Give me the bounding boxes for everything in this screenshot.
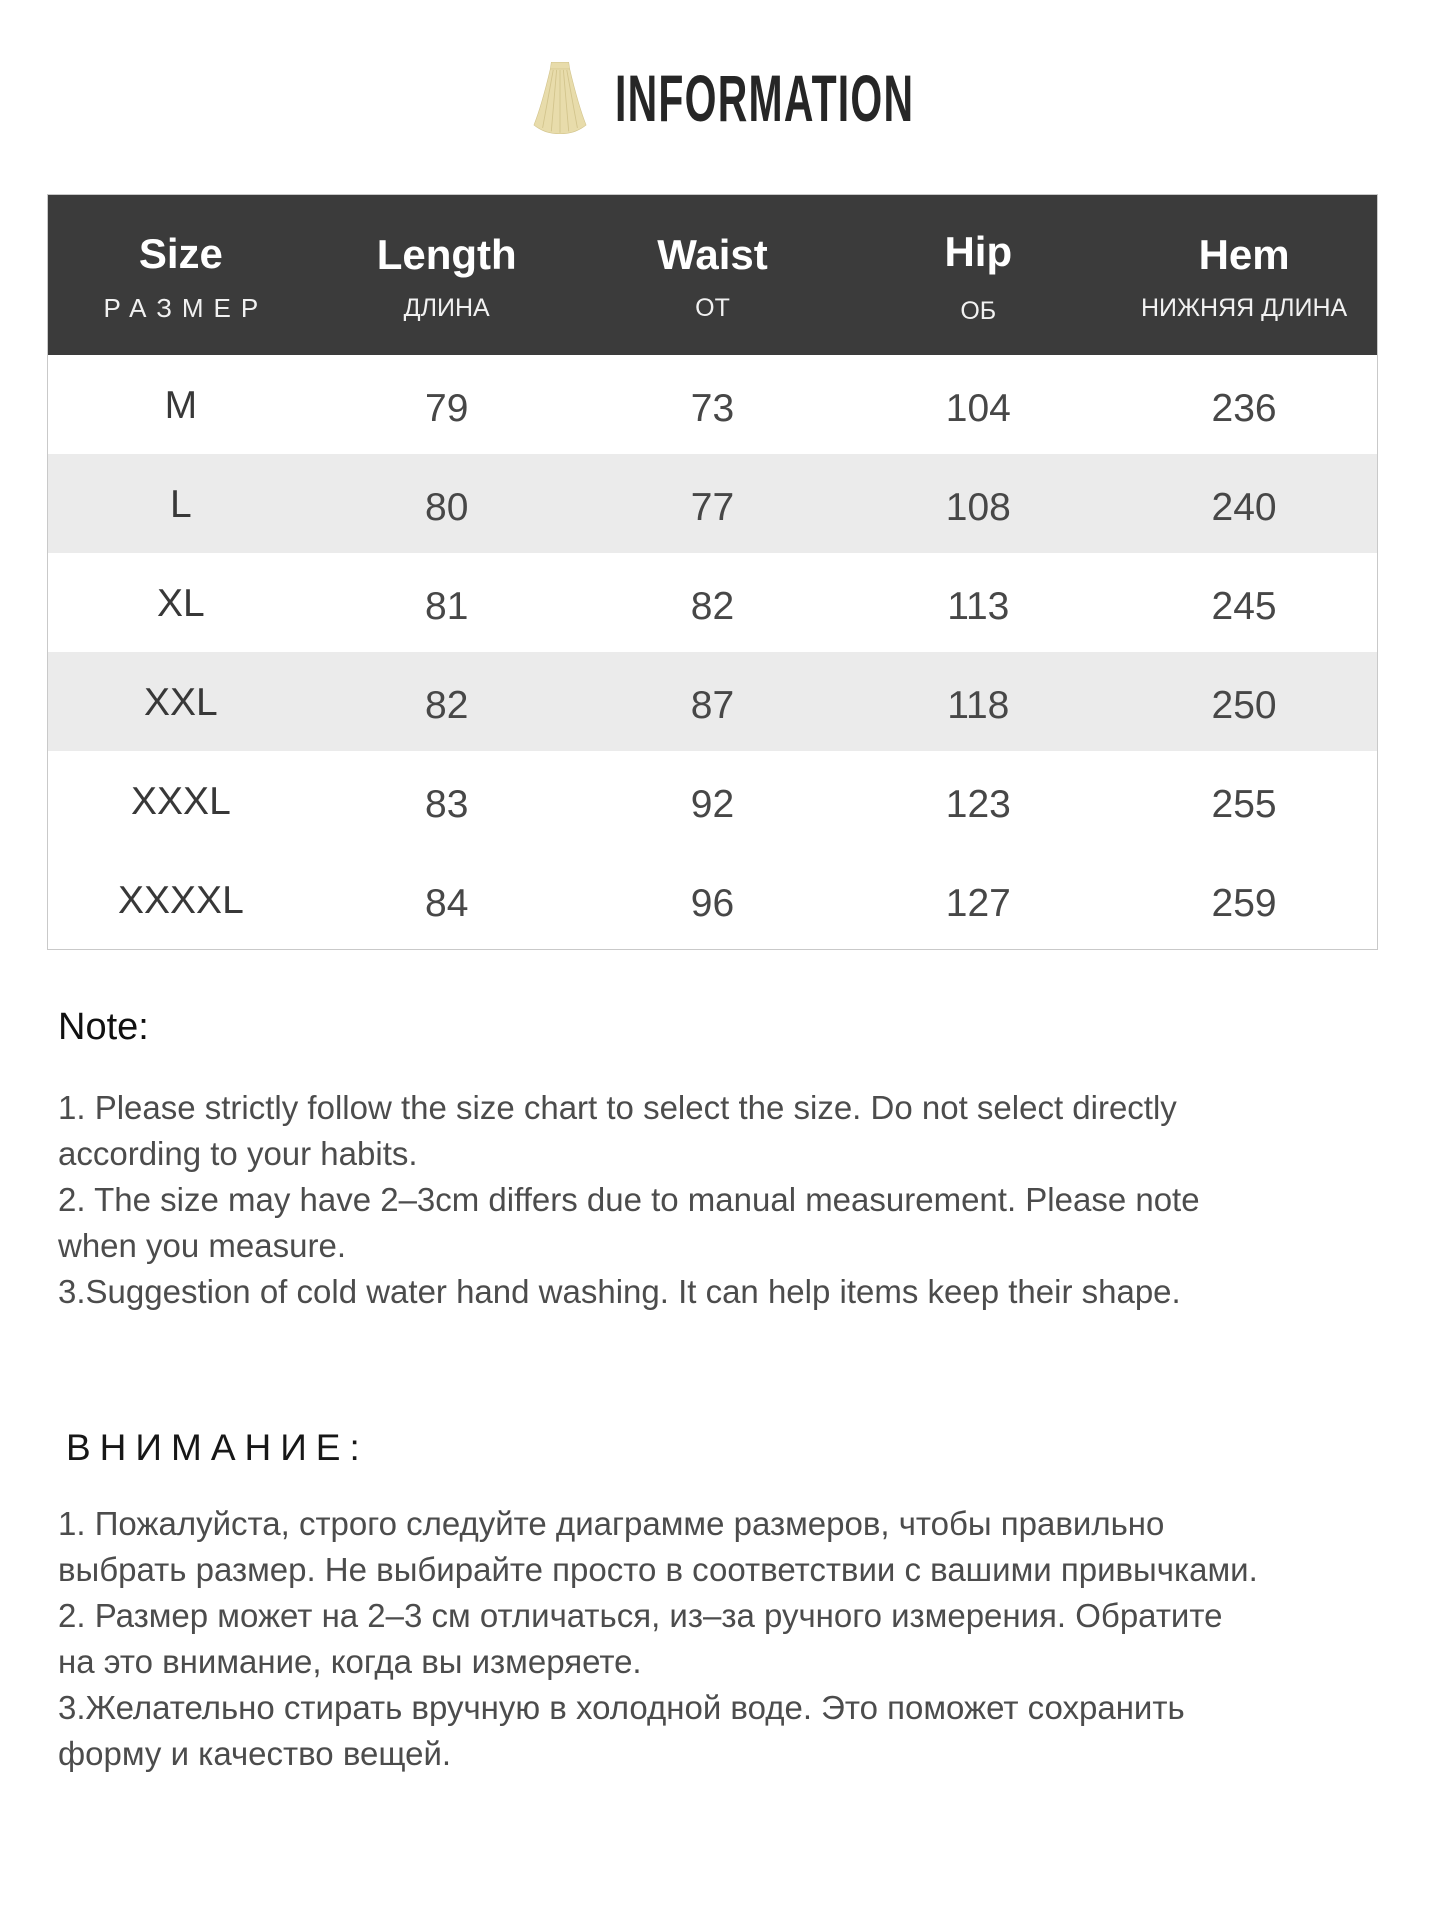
- table-row-xxl: [48, 652, 1377, 751]
- column-label-en: Waist: [657, 230, 768, 278]
- column-header-waist: [580, 195, 846, 355]
- waist-value: 73: [690, 386, 735, 430]
- note-item: 3.Suggestion of cold water hand washing. It can help items keep their shape.: [58, 1273, 1181, 1310]
- waist-value: 87: [690, 683, 735, 727]
- waist-value: 77: [690, 485, 735, 529]
- column-label-ru: РАЗМЕР: [103, 293, 269, 323]
- column-label-en: Hem: [1198, 230, 1290, 278]
- size-value: XXXXL: [118, 878, 244, 922]
- column-header-length: [314, 195, 580, 355]
- notes-en-items: [58, 1085, 1395, 1315]
- waist-value: 92: [690, 782, 735, 826]
- length-value: 83: [425, 782, 469, 826]
- size-value: XXXL: [131, 779, 231, 823]
- hip-value: 127: [945, 881, 1011, 925]
- page-title: INFORMATION: [615, 61, 915, 135]
- hem-value: 245: [1211, 584, 1277, 628]
- hip-value: 108: [945, 485, 1011, 529]
- column-header-hem: [1111, 195, 1377, 355]
- table-row-xxxxl: [48, 850, 1377, 949]
- note-item: 1. Пожалуйста, строго следуйте диаграмме размеров, чтобы правильно выбрать размер. Не выбирайте просто в соответствии с вашими привычками.: [58, 1505, 1258, 1588]
- column-label-ru: ОБ: [960, 296, 997, 325]
- notes-russian: [0, 1427, 1445, 1777]
- hem-value: 250: [1211, 683, 1277, 727]
- hip-value: 123: [945, 782, 1011, 826]
- column-label-ru: НИЖНЯЯ ДЛИНА: [1140, 293, 1348, 322]
- hem-value: 236: [1211, 386, 1277, 430]
- size-value: L: [170, 482, 192, 526]
- skirt-icon: [531, 59, 589, 137]
- length-value: 84: [425, 881, 469, 925]
- column-label-ru: ДЛИНА: [403, 293, 490, 322]
- notes-english: [0, 1006, 1445, 1315]
- hip-value: 113: [947, 584, 1010, 628]
- note-item: 2. Размер может на 2–3 см отличаться, из–за ручного измерения. Обратите на это внимание, когда вы измеряете.: [58, 1597, 1223, 1680]
- size-value: XL: [157, 581, 205, 625]
- hip-value: 118: [947, 683, 1010, 727]
- size-value: M: [164, 383, 198, 427]
- column-label-en: Length: [376, 230, 517, 278]
- length-value: 81: [425, 584, 469, 628]
- table-row-xxxl: [48, 751, 1377, 850]
- note-item: 3.Желательно стирать вручную в холодной воде. Это поможет сохранить форму и качество вещей.: [58, 1689, 1185, 1772]
- column-label-ru: ОТ: [695, 293, 730, 322]
- notes-ru-heading: ВНИМАНИЕ:: [66, 1427, 369, 1468]
- note-item: 1. Please strictly follow the size chart to select the size. Do not select directly according to your habits.: [58, 1089, 1177, 1172]
- table-header-row: [48, 195, 1377, 355]
- column-label-en: Size: [138, 230, 223, 277]
- hem-value: 259: [1211, 881, 1277, 925]
- column-header-size: [48, 195, 314, 355]
- column-label-en: Hip: [944, 227, 1013, 275]
- table-row-m: [48, 355, 1377, 454]
- table-row-xl: [48, 553, 1377, 652]
- hem-value: 255: [1211, 782, 1277, 826]
- notes-ru-items: [58, 1501, 1395, 1777]
- table-row-l: [48, 454, 1377, 553]
- length-value: 80: [425, 485, 469, 529]
- waist-value: 96: [690, 881, 735, 925]
- size-chart-table: [47, 194, 1378, 950]
- size-value: XXL: [144, 680, 218, 724]
- column-header-hip: [845, 195, 1111, 355]
- length-value: 82: [425, 683, 469, 727]
- hem-value: 240: [1211, 485, 1277, 529]
- note-item: 2. The size may have 2–3cm differs due to manual measurement. Please note when you measure.: [58, 1181, 1200, 1264]
- length-value: 79: [425, 386, 469, 430]
- hip-value: 104: [945, 386, 1011, 430]
- waist-value: 82: [690, 584, 735, 628]
- table-body: [48, 355, 1377, 949]
- page-header: [0, 56, 1445, 140]
- notes-en-heading: Note:: [58, 1006, 149, 1048]
